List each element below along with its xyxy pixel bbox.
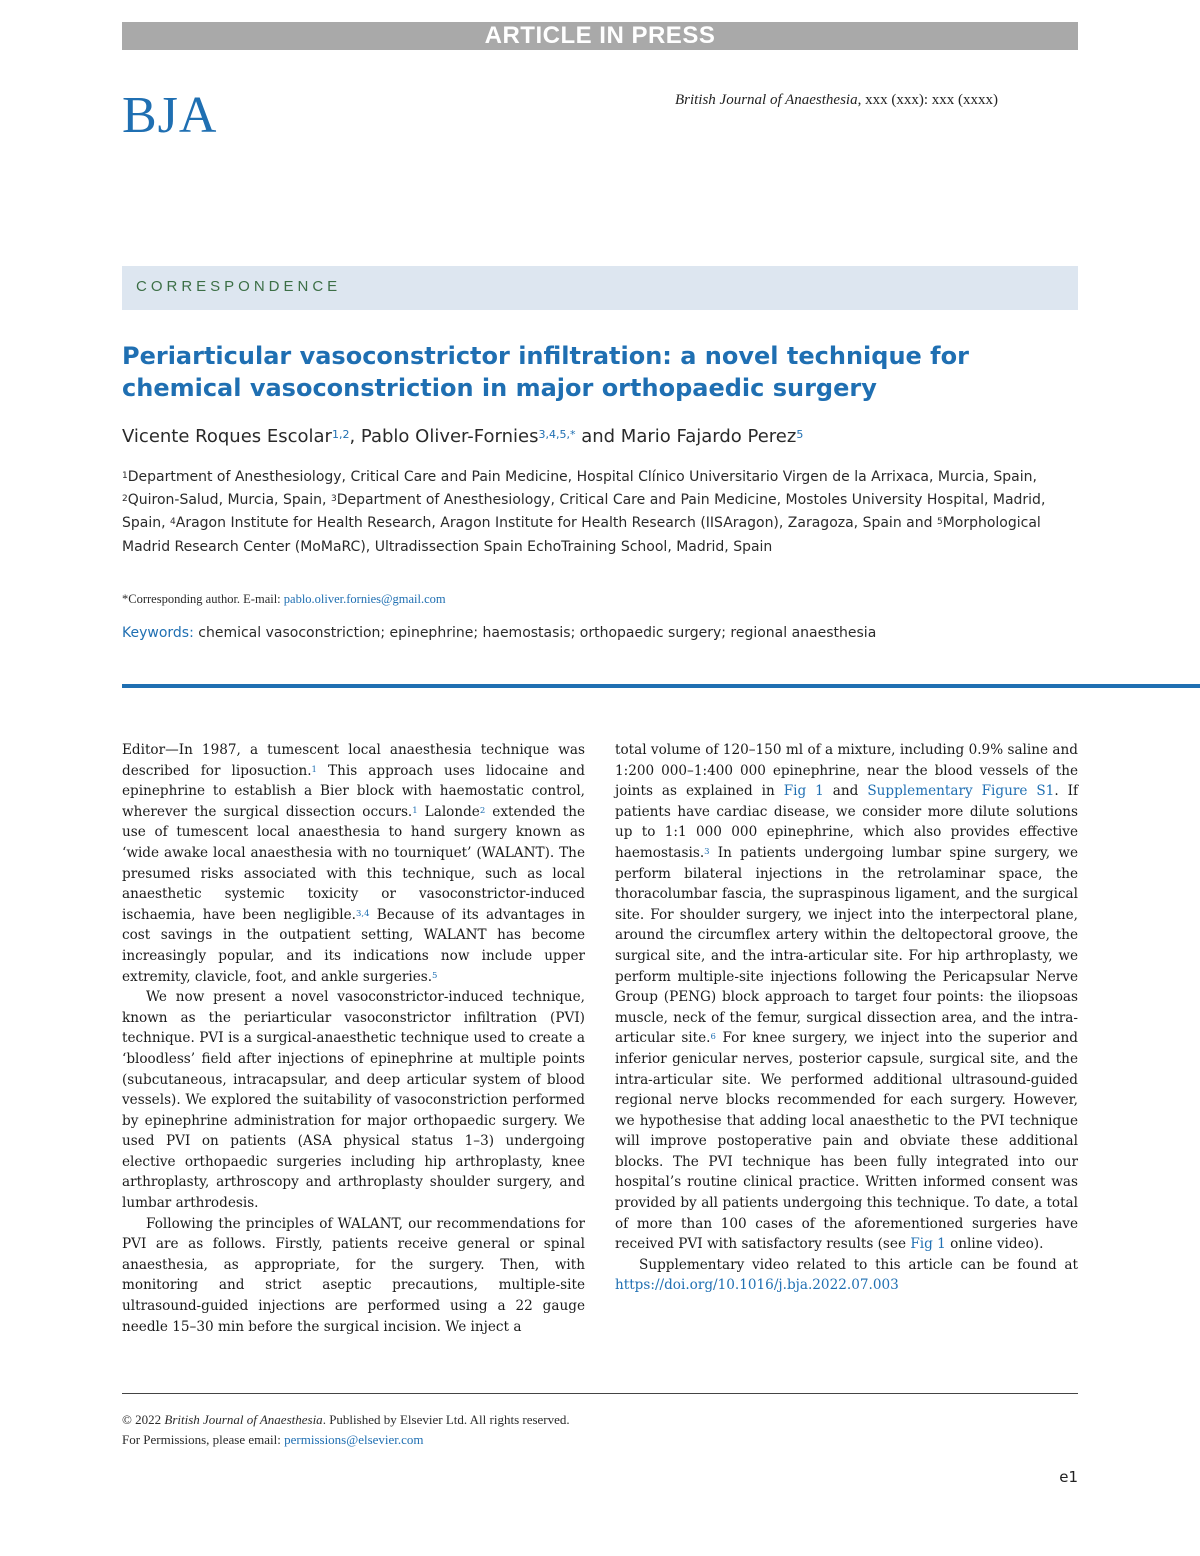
reference-link[interactable]: 1 bbox=[412, 805, 418, 816]
figure-link[interactable]: Fig 1 bbox=[910, 1236, 946, 1253]
affiliation-number: 4 bbox=[170, 517, 176, 528]
copyright-journal: British Journal of Anaesthesia bbox=[164, 1412, 323, 1427]
author-name: Vicente Roques Escolar bbox=[122, 426, 332, 447]
body-paragraph bbox=[615, 740, 1078, 1255]
body-text: online video). bbox=[945, 1236, 1044, 1253]
affiliation-text: Department of Anesthesiology, Critical Care and Pain Medicine, Hospital Clínico Universitario Virgen de la Arrixaca, Murcia, Spain, bbox=[127, 469, 1037, 485]
author-affiliation-ref[interactable]: 3,4,5,* bbox=[538, 428, 576, 441]
permissions-line bbox=[122, 1430, 1078, 1450]
article-in-press-banner: ARTICLE IN PRESS bbox=[122, 22, 1078, 50]
reference-link[interactable]: 3 bbox=[704, 846, 710, 857]
affiliation-number: 5 bbox=[936, 517, 943, 528]
journal-name: British Journal of Anaesthesia bbox=[674, 92, 858, 108]
affiliation-text: Aragon Institute for Health Research, Aragon Institute for Health Research (IISAragon), Zaragoza, Spain and bbox=[175, 515, 937, 532]
affiliation-text: Quiron-Salud, Murcia, Spain, bbox=[127, 492, 331, 509]
journal-citation bbox=[610, 90, 998, 110]
supplementary-figure-link[interactable]: Supplementary Figure S1 bbox=[867, 783, 1055, 800]
body-text: Supplementary video related to this article can be found at bbox=[639, 1256, 1078, 1273]
journal-logo: BJA bbox=[122, 87, 218, 144]
permissions-email-link[interactable]: permissions@elsevier.com bbox=[284, 1432, 424, 1447]
footer bbox=[122, 1410, 1078, 1450]
section-header bbox=[122, 266, 1078, 310]
copyright-line bbox=[122, 1410, 1078, 1430]
author-list bbox=[122, 424, 1078, 450]
body-text: . If patients have cardiac disease, we consider more dilute solutions up to 1:1 000 000 epinephrine, which also provides effective haemostasis. bbox=[615, 783, 1079, 861]
corresponding-label: *Corresponding author. E-mail: bbox=[122, 592, 284, 606]
author-name: Pablo Oliver-Fornies bbox=[360, 426, 539, 447]
header-divider bbox=[122, 684, 1200, 688]
keywords bbox=[122, 622, 1078, 644]
body-text: and bbox=[823, 783, 868, 800]
body-text: Editor—In 1987, a tumescent local anaesthesia technique was described for liposuction. bbox=[122, 742, 585, 779]
reference-link[interactable]: 6 bbox=[710, 1032, 716, 1043]
corresponding-email-link[interactable]: pablo.oliver.fornies@gmail.com bbox=[283, 592, 446, 606]
page-number: e1 bbox=[1059, 1468, 1078, 1486]
reference-link[interactable]: 3,4 bbox=[356, 908, 370, 919]
article-title: Periarticular vasoconstrictor infiltration: a novel technique for chemical vasoconstriction in major orthopaedic surgery bbox=[122, 342, 969, 402]
copyright-text: . Published by Elsevier Ltd. All rights reserved. bbox=[322, 1412, 570, 1427]
reference-link[interactable]: 1 bbox=[311, 764, 317, 775]
reference-link[interactable]: 5 bbox=[432, 970, 438, 981]
body-text: In patients undergoing lumbar spine surgery, we perform bilateral injections in the retrolaminar space, the thoracolumbar fascia, the supraspinous ligament, and the surgical site. For shoulder surgery, we inject into the interpectoral plane, around the circumflex artery within the deltopectoral groove, the surgical site, and the intra-articular site. For hip arthroplasty, we perform multiple-site injections following the Pericapsular Nerve Group (PENG) block approach to target four points: the iliopsoas muscle, neck of the femur, surgical dissection area, and the intra-articular site. bbox=[615, 844, 1078, 1047]
affiliation-number: 2 bbox=[122, 494, 128, 505]
author-name: Mario Fajardo Perez bbox=[620, 426, 797, 447]
affiliation-number: 3 bbox=[330, 494, 337, 505]
author-affiliation-ref[interactable]: 1,2 bbox=[331, 428, 350, 441]
body-paragraph bbox=[122, 740, 585, 987]
doi-link[interactable]: https://doi.org/10.1016/j.bja.2022.07.003 bbox=[615, 1277, 899, 1294]
body-text: This approach uses lidocaine and epinephrine to establish a Bier block with haemostatic control, wherever the surgical dissection occurs. bbox=[122, 762, 585, 820]
corresponding-author bbox=[122, 590, 1078, 608]
body-text: For knee surgery, we inject into the superior and inferior genicular nerves, posterior capsule, surgical site, and the intra-articular site. We performed additional ultrasound-guided regional nerve blocks recommended for each surgery. However, we hypothesise that adding local anaesthetic to the PVI technique will improve postoperative pain and obviate these additional blocks. The PVI technique has been fully integrated into our hospital’s routine clinical practice. Written informed consent was provided by all patients undergoing this technique. To date, a total of more than 100 cases of the aforementioned surgeries have received PVI with satisfactory results (see bbox=[615, 1030, 1078, 1253]
author-separator: , bbox=[349, 426, 361, 447]
body-text: extended the use of tumescent local anaesthesia to hand surgery known as ‘wide awake local anaesthesia with no tourniquet’ (WALANT). The presumed risks associated with this technique, such as local anaesthetic systemic toxicity or vasoconstrictor-induced ischaemia, have been negligible. bbox=[122, 803, 585, 923]
reference-link[interactable]: 2 bbox=[479, 805, 486, 816]
footer-divider bbox=[122, 1393, 1078, 1394]
permissions-label: For Permissions, please email: bbox=[122, 1432, 285, 1447]
author-affiliation-ref[interactable]: 5 bbox=[796, 428, 804, 441]
body-paragraph bbox=[615, 1255, 1078, 1296]
affiliations bbox=[122, 466, 1078, 559]
author-separator: and bbox=[575, 426, 621, 447]
body-column-left bbox=[122, 740, 585, 1337]
body-paragraph: We now present a novel vasoconstrictor-induced technique, known as the periarticular vasoconstrictor infiltration (PVI) technique. PVI is a surgical-anaesthetic technique used to create a ‘bloodless’ field after injections of epinephrine at multiple points (subcutaneous, intracapsular, and deep articular system of blood vessels). We explored the suitability of vasoconstriction performed by epinephrine administration for major orthopaedic surgery. We used PVI on patients (ASA physical status 1–3) undergoing elective orthopaedic surgeries including hip arthroplasty, knee arthroplasty, arthroscopy and arthroplasty shoulder surgery, and lumbar arthrodesis. bbox=[122, 989, 585, 1212]
keywords-text: chemical vasoconstriction; epinephrine; haemostasis; orthopaedic surgery; regional anaesthesia bbox=[193, 625, 877, 641]
figure-link[interactable]: Fig 1 bbox=[783, 783, 824, 800]
citation-volume: , xxx (xxx): xxx (xxxx) bbox=[857, 92, 998, 108]
body-text: Because of its advantages in cost savings in the outpatient setting, WALANT has become increasingly popular, and its indications now include upper extremity, clavicle, foot, and ankle surgeries. bbox=[122, 906, 585, 985]
affiliation-number: 1 bbox=[122, 471, 128, 481]
body-column-right bbox=[615, 740, 1078, 1296]
body-text: Lalonde bbox=[417, 803, 480, 820]
affiliation-text: Morphological Madrid Research Center (MoMaRC), Ultradissection Spain EchoTraining School, Madrid, Spain bbox=[122, 515, 1041, 555]
body-paragraph: Following the principles of WALANT, our recommendations for PVI are as follows. Firstly, patients receive general or spinal anaesthesia, as appropriate, for the surgery. Then, with monitoring and strict aseptic precautions, multiple-site ultrasound-guided injections are performed using a 22 gauge needle 15–30 min before the surgical incision. We inject a bbox=[122, 1215, 585, 1335]
affiliation-text: Department of Anesthesiology, Critical Care and Pain Medicine, Mostoles University Hospital, Madrid, Spain, bbox=[122, 492, 1046, 532]
section-label: CORRESPONDENCE bbox=[136, 278, 342, 295]
copyright-prefix: © 2022 bbox=[122, 1412, 165, 1427]
keywords-label: Keywords: bbox=[122, 625, 194, 641]
body-text: total volume of 120–150 ml of a mixture, including 0.9% saline and 1:200 000–1:400 000 epinephrine, near the blood vessels of the joints as explained in bbox=[615, 742, 1078, 800]
